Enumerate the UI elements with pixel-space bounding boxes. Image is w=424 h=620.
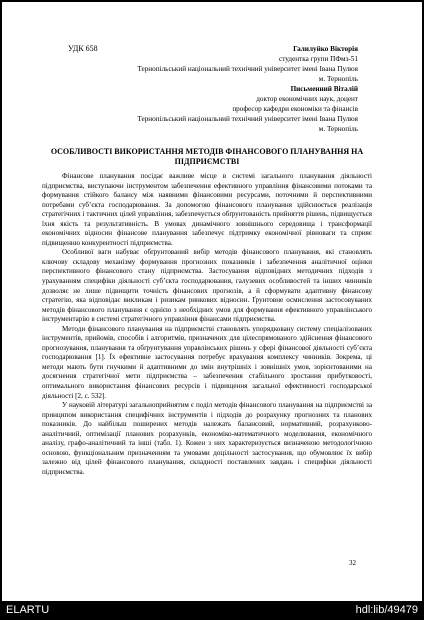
body-paragraph: Методи фінансового планування на підприємстві становлять упорядковану систему спеціалізованих інструментів, прийомів, способів і алгоритмів, призначених для цілеспрямованого здійснення фінансового прогнозування, планування та обґрунтування управлінських рішень у сфері фінансової діяльності суб’єкта господарювання [1]. Їх ефективне застосування потребує врахування комплексу чинників. Зокрема, ці методи мають бути гнучкими й адаптивними до змін внутрішніх і зовнішніх умов, зорієнтованими на досягнення стратегічної мети підприємства – забезпечення стабільного зростання прибутковості, оптимального використання фінансових ресурсів і підвищення загальної ефективності господарської діяльності [2, с. 532]. [42,324,372,400]
body-paragraph: Фінансове планування посідає важливе місце в системі загального планування діяльності підприємства, виступаючи інструментом забезпечення ефективного управління фінансовими потоками та формування стійкого балансу між наявними фінансовими ресурсами, поточними й перспективними потребами суб’єкта господарювання. За допомогою фінансового планування здійснюється реалізація стратегічних і тактичних цілей управління, забезпечується обґрунтованість прийняття рішень, підвищується їхня якість та результативність. В умовах динамічного зовнішнього середовища і трансформації економічних відносин фінансове планування забезпечує підтримку економічної рівноваги та сприяє підвищенню конкурентності підприємства. [42,172,372,247]
authors-block [68,44,358,134]
author-name: Галилуйко Вікторія [293,45,358,53]
author-affiliation-line: м. Тернопіль [318,125,358,133]
author-name: Письменний Віталій [290,85,358,93]
repository-footer [0,601,424,620]
article-title: ОСОБЛИВОСТІ ВИКОРИСТАННЯ МЕТОДІВ ФІНАНСОВОГО ПЛАНУВАННЯ НА ПІДПРИЄМСТВІ [50,147,364,166]
author-affiliation-line: м. Тернопіль [318,75,358,83]
body-paragraph: Особливої ваги набуває обґрунтований вибір методів фінансового планування, які становлять ключову складову механізму формування прогнозних показників і забезпечення аналітичної оцінки перспективного фінансового стану підприємства. Застосування відповідних методичних підходів з урахуванням специфіки діяльності суб’єкта господарювання, галузевих особливостей та інших чинників дозволяє не лише підвищити точність фінансових прогнозів, а й сформувати адаптивну фінансову стратегію, яка відповідає викликам і ризикам ринкових відносин. Ґрунтовне осмислення застосовуваних методів фінансового планування є однією з необхідних умов для формування ефективного управлінського інструментарію в системі стратегічного управління фінансами підприємства. [42,248,372,324]
author-affiliation-line: професор кафедри економіки та фінансів [232,105,358,113]
repository-name: ELARTU [6,604,50,616]
article-body [42,172,372,478]
body-paragraph: У науковій літературі загальноприйнятим є поділ методів фінансового планування на підприємстві за принципом використання специфічних інструментів і підходів до розрахунку прогнозних та планових показників. До найбільш поширених методів належать балансовий, нормативний, розрахунково-аналітичний, оптимізації планових розрахунків, економіко-математичного моделювання, економічного аналізу, графо-аналітичний та інші (табл. 1). Кожен з них характеризується визначеною методологічною основою, функціональним призначенням та умовами доцільності застосування, що обумовлює їх вибір залежно від цілей фінансового планування, складності поставлених завдань і специфіки діяльності підприємства. [42,401,372,476]
document-page [2,2,422,601]
author-affiliation-line: доктор економічних наук, доцент [256,95,358,103]
page-number: 32 [349,559,356,567]
author-affiliation-line: Тернопільський національний технічний університет імені Івана Пулюя [137,115,358,123]
udk-code: УДК 658 [68,44,98,53]
author-affiliation-line: Тернопільський національний технічний університет імені Івана Пулюя [137,65,358,73]
author-affiliation-line: студентка групи ПФмз-51 [279,55,358,63]
handle-id: hdl:lib/49479 [355,604,418,616]
